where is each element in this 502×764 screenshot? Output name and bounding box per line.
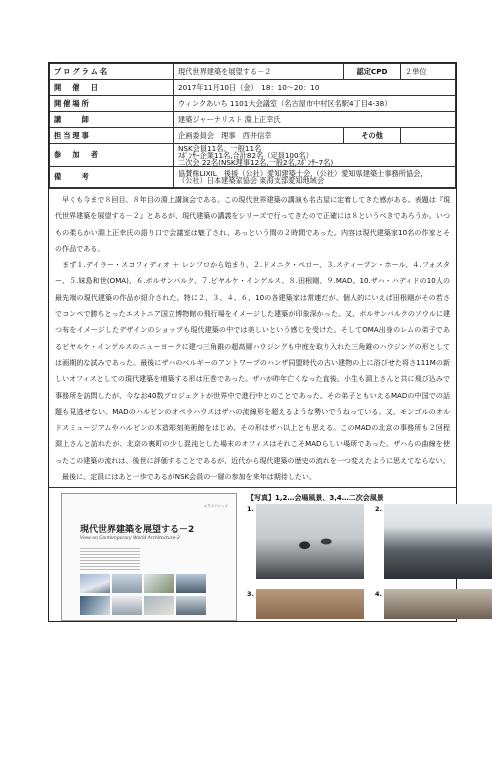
photo-2: [375, 504, 492, 579]
photo-section: [49, 487, 456, 621]
body-paragraph-3: 最後に、定員にはあと一歩であるがNSK会員の一層の参加を来年は期待したい。: [55, 472, 317, 482]
venue-photo-1: [256, 504, 364, 579]
photo-4-label: 4.: [375, 590, 382, 599]
photo-caption: 【写真】1,2…会場風景、3,4…二次会風景: [247, 494, 384, 503]
other-label: その他: [344, 128, 401, 144]
lecturer-value: 建築ジャーナリスト 淵上正幸氏: [174, 112, 456, 128]
body-paragraph-1: 早くも今まで８回目、８年目の淵上講演会である。この現代世界建築の講演も名古屋に定着してきた感がある。表題は『現代世界建築を展望する－２』とあるが、現代建築の講義をシリーズで行ってきたので正確には８というべきであろうか。いつもの柔らかい淵上正幸氏の語り口で会議室は魅了され、あっという間の２時間であった。内容は現代建築家10名の作家とその作品である。: [55, 195, 450, 253]
venue-photo-2: [384, 504, 492, 579]
participants-value: NSK会員11名、一般11名 ｽﾎﾟﾝｻｰ企業11名,合計82名（定員100名） 二次会 22名(NSK理事12名,一般2名,ｽﾎﾟﾝｻｰ7名): [174, 144, 456, 167]
date-label: 開 催 日: [50, 80, 174, 96]
program-value: 現代世界建築を展望する－２: [174, 64, 344, 80]
cpd-label: 認定CPD: [344, 64, 401, 80]
body-paragraph-2: まず１.デイラー・スコフィディオ ＋ レンフロから始まり、２.ドメニク・ペロー、３.スティーブン・ホール、４.フォスター、５.妹島和世(OMA)、６.ボルサンバルク、７.ビヤルケ・インゲルス、８.田根剛、９.MAD、10.ザハ・ハディドの10人の最先端の現代建築の作品が紹介された。特に２、３、４、６、10の各建築家は常連だが、個人的にいえば田根剛がその若さでコンペで勝ちとったエストニア国立博物館の飛行場をイメージした建築が印象深かった。又、ボルサンバルクのソウルに建つ布をイメージしたデザインのショップも現代建築の中では美しいという感じを受けた。そしてOMA出身のレムの弟子であるビヤルケ・インゲルスのニューヨークに建つ三角錐の超高層ハウジングも中庭を取り入れた三角錐のハウジングの形としては画期的な試みであった。最後にザハのベルギーのアントワープのハンザ同盟時代の古い建物の上に浴びせた将さ111Mの新しいオフィスとしての現代建築を増築する形は圧巻であった。ザハが昨年亡くなった直後、小生も淵上さんと共に飛び込みで事務所を訪問したが、今なお40数プロジェクトが世界中で進行中とのことであった。その弟子ともいえるMADの中国での話題も見逃せない。MADのハルビンのオペラハウスはザハの流線形を超えるような勢いでうねっている。又、モンゴルのオルドスミュージアムやハルビンの木造彫刻美術館をはじめ、その形はザハ以上とも思える。このMADの北京の事務所も２回程淵上さんと訪れたが、北京の裏町の少し混沌とした場末のオフィスはそれこそMADらしい場所であった。ザハらの曲線を使ったこの建築の流れは、後世に評価することであるが、近代から現代建築の歴史の流れを一つ変えたように思えてならない。: [55, 260, 450, 465]
photo-1-label: 1.: [247, 505, 254, 514]
info-table: [49, 63, 456, 188]
photo-2-label: 2.: [375, 505, 382, 514]
book-subtitle: View on Contemporary World Architecture-2: [80, 536, 180, 542]
book-title: 現代世界建築を展望する－2: [80, 525, 195, 536]
cpd-value: ２単位: [401, 64, 456, 80]
other-value: [401, 128, 456, 144]
party-photo-4: [384, 589, 492, 619]
remarks-label: 備 考: [50, 167, 174, 188]
photo-3-label: 3.: [247, 590, 254, 599]
photo-3: [247, 589, 364, 619]
venue-value: ウィンクあいち 1101大会議室（名古屋市中村区名駅4丁目4-38）: [174, 96, 456, 112]
book-cover-image: [61, 493, 237, 621]
program-label: プログラム名: [50, 64, 174, 80]
party-photo-3: [256, 589, 364, 619]
person-label: 担当理事: [50, 128, 174, 144]
venue-label: 開催場所: [50, 96, 174, 112]
book-blurb-lines: [80, 548, 140, 570]
report-sheet: [48, 62, 457, 622]
book-publisher: エクスナレッジ: [203, 504, 228, 509]
lecturer-label: 講 師: [50, 112, 174, 128]
person-value: 企画委員会 理事 西井信幸: [174, 128, 344, 144]
photo-4: [375, 589, 492, 619]
date-value: 2017年11月10日（金） 18：10～20：10: [174, 80, 456, 96]
participants-label: 参 加 者: [50, 144, 174, 167]
book-thumbnails: [80, 574, 210, 616]
report-body: [49, 188, 456, 487]
remarks-value: 協賛株LIXIL 後援（公社）愛知建築士会,（公社）愛知県建築士事務所協会, （公社）日本建築家協会 東海支部愛知地域会: [174, 167, 456, 188]
photo-1: [247, 504, 364, 579]
